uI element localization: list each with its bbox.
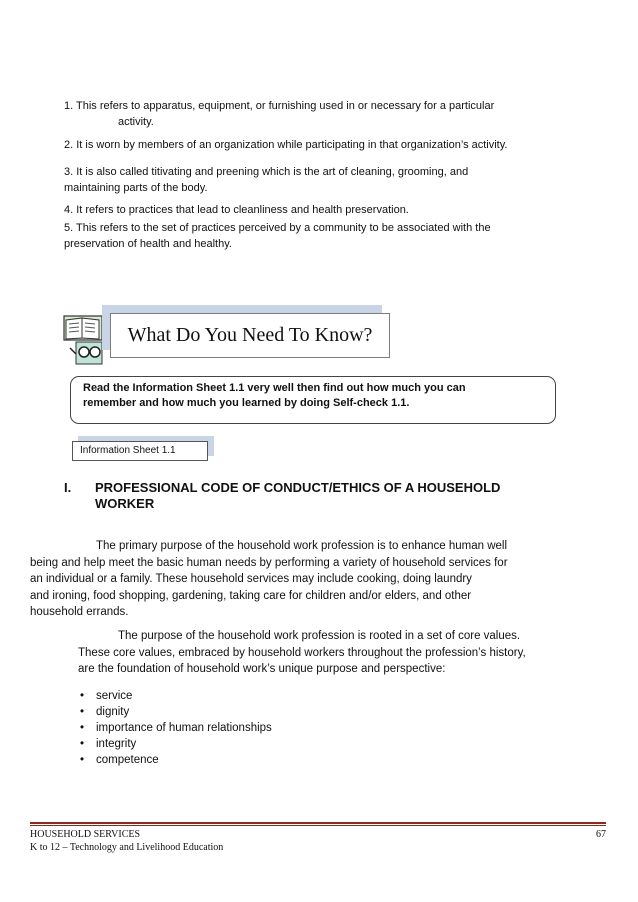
question-2: 2. It is worn by members of an organization while participating in that organization’s activity. xyxy=(64,139,508,151)
section-number: I. xyxy=(64,480,72,495)
question-3: 3. It is also called titivating and preening which is the art of cleaning, grooming, and maintaining parts of the body. xyxy=(64,166,469,194)
book-with-glasses-icon xyxy=(62,314,106,366)
information-sheet-tab: Information Sheet 1.1 xyxy=(72,441,208,461)
footer-divider-thin xyxy=(30,825,606,826)
page-number: 67 xyxy=(596,829,606,840)
question-5: 5. This refers to the set of practices perceived by a community to be associated with the preservation of health and healthy. xyxy=(64,222,491,250)
footer-left: HOUSEHOLD SERVICES K to 12 – Technology and Livelihood Education xyxy=(30,829,224,853)
list-item: • importance of human relationships xyxy=(80,720,272,736)
footer-divider xyxy=(30,822,606,824)
section-banner xyxy=(110,313,390,358)
question-4: 4. It refers to practices that lead to cleanliness and health preservation. xyxy=(64,204,409,216)
instruction-box: Read the Information Sheet 1.1 very well then find out how much you can remember and how much you learned by doing Self-check 1.1. xyxy=(70,376,556,424)
list-item: • service xyxy=(80,688,272,704)
paragraph-2: The purpose of the household work profession is rooted in a set of core values. These core values, embraced by household workers throughout the profession’s history, are the foundation of household work’s unique purpose and perspective: xyxy=(78,630,526,675)
list-item: • competence xyxy=(80,752,272,768)
banner-title: What Do You Need To Know? xyxy=(127,324,373,346)
core-values-list xyxy=(80,688,272,768)
list-item: • dignity xyxy=(80,704,272,720)
question-1: 1. This refers to apparatus, equipment, or furnishing used in or necessary for a particular activity. xyxy=(64,100,495,128)
list-item: • integrity xyxy=(80,736,272,752)
section-title: PROFESSIONAL CODE OF CONDUCT/ETHICS OF A HOUSEHOLD WORKER xyxy=(95,480,501,511)
paragraph-1: The primary purpose of the household work profession is to enhance human well being and help meet the basic human needs by performing a variety of household services for an individual or a family. These household services may include cooking, doing laundry and ironing, food shopping, gardening, taking care for children and/or elders, and other household errands. xyxy=(30,540,508,618)
